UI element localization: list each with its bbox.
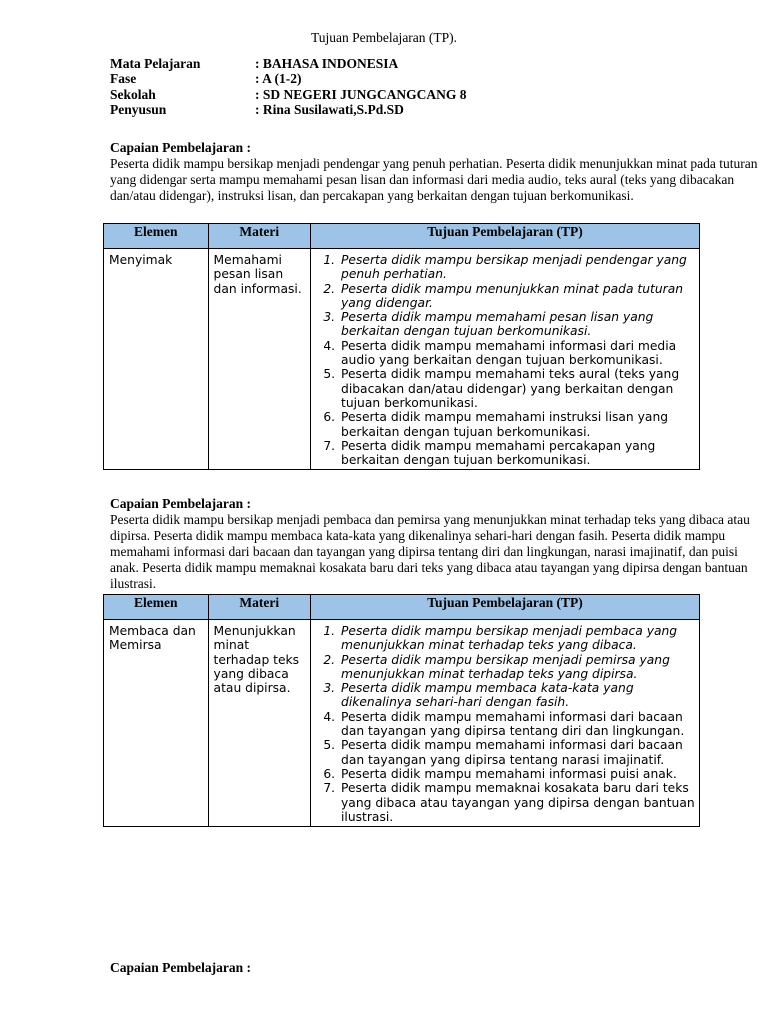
- section-1-heading: Capaian Pembelajaran :: [110, 140, 251, 155]
- tp-item: 5. Peserta didik mampu memahami teks aural (teks yang dibacakan dan/atau didengar) yang berkaitan dengan tujuan berkomunikasi.: [339, 367, 695, 410]
- page-title: Tujuan Pembelajaran (TP).: [310, 30, 458, 45]
- cell-materi: Menunjukkan minat terhadap teks yang dibaca atau dipirsa.: [208, 620, 310, 827]
- tp-item: 5. Peserta didik mampu memahami informasi dari bacaan dan tayangan yang dipirsa tentang narasi imajinatif.: [339, 738, 695, 767]
- tp-list: [316, 253, 695, 467]
- cell-elemen: Menyimak: [104, 249, 209, 470]
- cell-materi: Memahami pesan lisan dan informasi.: [208, 249, 310, 470]
- tp-item: 7. Peserta didik mampu memaknai kosakata baru dari teks yang dibaca atau tayangan yang dipirsa dengan bantuan ilustrasi.: [339, 781, 695, 824]
- tp-item: 2. Peserta didik mampu menunjukkan minat pada tuturan yang didengar.: [339, 282, 695, 311]
- section-2-description: Peserta didik mampu bersikap menjadi pembaca dan pemirsa yang menunjukkan minat terhadap teks yang dibaca atau dipirsa. Peserta didik mampu membaca kata-kata yang dikenalinya sehari-hari dengan fasih. Peserta didik mampu memahami informasi dari bacaan dan tayangan yang dipirsa tentang diri dan lingkungan, narasi imajinatif, dan puisi anak. Peserta didik mampu memaknai kosakata baru dari teks yang dibaca atau tayangan yang dipirsa dengan bantuan ilustrasi.: [110, 512, 750, 591]
- col-header-materi: Materi: [208, 595, 310, 620]
- col-header-tp: Tujuan Pembelajaran (TP): [311, 595, 700, 620]
- cell-elemen: Membaca dan Memirsa: [104, 620, 209, 827]
- table-row: [104, 249, 700, 470]
- section-3-heading: Capaian Pembelajaran :: [110, 960, 251, 975]
- tp-item: 4. Peserta didik mampu memahami informasi dari media audio yang berkaitan dengan tujuan berkomunikasi.: [339, 339, 695, 368]
- col-header-tp: Tujuan Pembelajaran (TP): [311, 224, 700, 249]
- meta-value-school: : SD NEGERI JUNGCANGCANG 8: [255, 87, 467, 102]
- tp-item: 7. Peserta didik mampu memahami percakapan yang berkaitan dengan tujuan berkomunikasi.: [339, 439, 695, 468]
- meta-value-subject: : BAHASA INDONESIA: [255, 56, 399, 71]
- table-header-row: [104, 595, 700, 620]
- section-2-heading: Capaian Pembelajaran :: [110, 496, 251, 511]
- meta-value-phase: : A (1-2): [255, 71, 302, 86]
- col-header-elemen: Elemen: [104, 224, 209, 249]
- col-header-elemen: Elemen: [104, 595, 209, 620]
- meta-label-phase: Fase: [110, 71, 137, 86]
- meta-label-author: Penyusun: [110, 102, 167, 117]
- col-header-materi: Materi: [208, 224, 310, 249]
- section-1-description: Peserta didik mampu bersikap menjadi pendengar yang penuh perhatian. Peserta didik menunjukkan minat pada tuturan yang didengar serta mampu memahami pesan lisan dan informasi dari media audio, teks aural (teks yang dibacakan dan/atau didengar), instruksi lisan, dan percakapan yang berkaitan dengan tujuan berkomunikasi.: [110, 156, 758, 203]
- table-row: [104, 620, 700, 827]
- meta-label-school: Sekolah: [110, 87, 156, 102]
- meta-label-subject: Mata Pelajaran: [110, 56, 201, 71]
- tp-item: 1. Peserta didik mampu bersikap menjadi pembaca yang menunjukkan minat terhadap teks yang dibaca.: [339, 624, 695, 653]
- section-2-table: [103, 594, 700, 827]
- tp-list: [316, 624, 695, 824]
- tp-item: 6. Peserta didik mampu memahami instruksi lisan yang berkaitan dengan tujuan berkomunikasi.: [339, 410, 695, 439]
- tp-item: 3. Peserta didik mampu memahami pesan lisan yang berkaitan dengan tujuan berkomunikasi.: [339, 310, 695, 339]
- meta-value-author: : Rina Susilawati,S.Pd.SD: [255, 102, 404, 117]
- table-header-row: [104, 224, 700, 249]
- section-1-table: [103, 223, 700, 470]
- tp-item: 6. Peserta didik mampu memahami informasi puisi anak.: [339, 767, 695, 781]
- cell-tp: [311, 620, 700, 827]
- cell-tp: [311, 249, 700, 470]
- tp-item: 4. Peserta didik mampu memahami informasi dari bacaan dan tayangan yang dipirsa tentang diri dan lingkungan.: [339, 710, 695, 739]
- tp-item: 1. Peserta didik mampu bersikap menjadi pendengar yang penuh perhatian.: [339, 253, 695, 282]
- tp-item: 2. Peserta didik mampu bersikap menjadi pemirsa yang menunjukkan minat terhadap teks yang dipirsa.: [339, 653, 695, 682]
- tp-item: 3. Peserta didik mampu membaca kata-kata yang dikenalinya sehari-hari dengan fasih.: [339, 681, 695, 710]
